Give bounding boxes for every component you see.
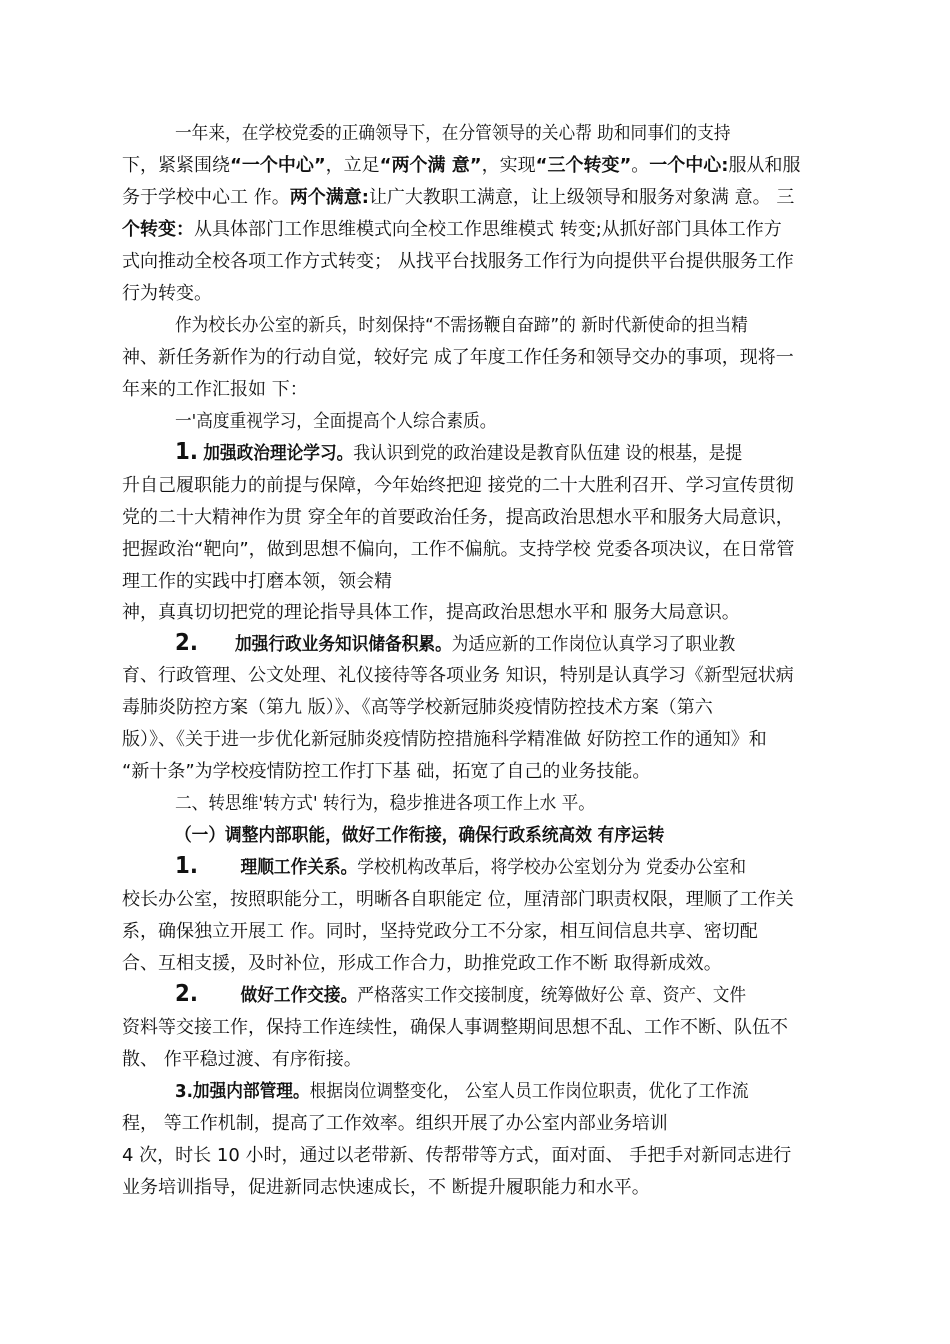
- bold-text: 加强行政业务知识储备积累。: [234, 634, 452, 655]
- text: 一年来，在学校党委的正确领导下，在分管领导的关心帮 助和同事们的支持: [175, 123, 731, 144]
- bold-text: 理顺工作关系。: [240, 857, 358, 878]
- item-number: 2.: [175, 630, 198, 656]
- text-line: [122, 728, 842, 752]
- text-line: [175, 1080, 842, 1104]
- text-line: [122, 474, 842, 498]
- text: 为适应新的工作岗位认真学习了职业教: [451, 634, 736, 655]
- text-line: [122, 601, 842, 625]
- text: ，立足: [325, 155, 380, 176]
- text-line: [122, 538, 842, 562]
- text: 根据岗位调整变化， 公室人员工作岗位职责，优化了工作流: [309, 1081, 749, 1102]
- text-line: [122, 506, 842, 530]
- text: 合、互相支援，及时补位，形成工作合力，助推党政工作不断 取得新成效。: [122, 953, 722, 974]
- text: 版）》、《关于进一步优化新冠肺炎疫情防控措施科学精准做 好防控工作的通知》和: [122, 729, 767, 750]
- text-line: [122, 186, 842, 210]
- subsection-heading: [175, 824, 842, 848]
- text: 毒肺炎防控方案（第九 版）》、《高等学校新冠肺炎疫情防控技术方案（第六: [122, 697, 713, 718]
- bold-text: 个转变：: [122, 219, 194, 240]
- text: 二、转思维'转方式' 转行为，稳步推进各项工作上水 平。: [175, 793, 595, 814]
- text: 我认识到党的政治建设是教育队伍建 设的根基，是提: [353, 443, 743, 464]
- text: 式向推动全校各项工作方式转变； 从找平台找服务工作行为向提供平台提供服务工作: [122, 251, 794, 272]
- bold-text: 一个中心:: [649, 155, 729, 176]
- text: 让广大教职工满意，让上级领导和服务对象满 意。 三: [368, 187, 795, 208]
- text: 学校机构改革后，将学校办公室划分为 党委办公室和: [357, 857, 747, 878]
- text-line: [175, 854, 842, 880]
- text-line: [175, 122, 842, 146]
- item-number: 2.: [175, 981, 198, 1007]
- section-heading: [175, 410, 842, 434]
- text: 下，紧紧围绕: [122, 155, 230, 176]
- text: 育、行政管理、公文处理、礼仪接待等各项业务 知识，特别是认真学习《新型冠状病: [122, 665, 794, 686]
- text: “新十条”为学校疫情防控工作打下基 础，拓宽了自己的业务技能。: [122, 761, 651, 782]
- text-line: [122, 378, 842, 402]
- text-line: [122, 1048, 842, 1072]
- text-line: [175, 631, 842, 657]
- item-number: 1.: [175, 853, 198, 879]
- text: 神、新任务新作为的行动自觉，较好完 成了年度工作任务和领导交办的事项，现将一: [122, 347, 794, 368]
- text: 务于学校中心工 作。: [122, 187, 290, 208]
- bold-text: 加强政治理论学习。: [203, 443, 354, 464]
- text: 散、 作平稳过渡、有序衔接。: [122, 1049, 362, 1070]
- text-line: [175, 982, 842, 1008]
- text-line: [122, 346, 842, 370]
- bold-text: 做好工作交接。: [240, 985, 358, 1006]
- text: 。: [631, 155, 650, 176]
- text: 校长办公室，按照职能分工，明晰各自职能定 位，厘清部门职责权限，理顺了工作关: [122, 889, 794, 910]
- text-line: [122, 250, 842, 274]
- text: 党的二十大精神作为贯 穿全年的首要政治任务，提高政治思想水平和服务大局意识，: [122, 507, 794, 528]
- text: 把握政治“靶向”，做到思想不偏向，工作不偏航。支持学校 党委各项决议，在日常管: [122, 539, 795, 560]
- text-line: [122, 1144, 842, 1168]
- item-number: 1.: [175, 439, 198, 465]
- text: 升自己履职能力的前提与保障，今年始终把迎 接党的二十大胜利召开、学习宣传贯彻: [122, 475, 794, 496]
- text: 作为校长办公室的新兵，时刻保持“不需扬鞭自奋蹄”的 新时代新使命的担当精: [175, 315, 748, 336]
- text: 一'高度重视学习，全面提高个人综合素质。: [175, 411, 497, 432]
- text-line: [122, 1176, 842, 1200]
- text: 理工作的实践中打磨本领，领会精: [122, 571, 392, 592]
- text: 程， 等工作机制，提高了工作效率。组织开展了办公室内部业务培训: [122, 1113, 668, 1134]
- text-line: [122, 1112, 842, 1136]
- bold-text: “三个转变”: [535, 155, 632, 176]
- bold-text: “两个满 意”: [379, 155, 482, 176]
- text-line: [122, 218, 842, 242]
- text: 严格落实工作交接制度，统筹做好公 章、资产、文件: [357, 985, 747, 1006]
- text-line: [122, 1016, 842, 1040]
- text-line: [122, 952, 842, 976]
- text: ，实现: [481, 155, 536, 176]
- text-line: [122, 760, 842, 784]
- text: 服从和服: [728, 155, 801, 176]
- text-line: [175, 440, 842, 466]
- text: 系，确保独立开展工 作。同时，坚持党政分工不分家，相互间信息共享、密切配: [122, 921, 758, 942]
- text-line: [122, 570, 842, 594]
- text: 神，真真切切把党的理论指导具体工作，提高政治思想水平和 服务大局意识。: [122, 602, 740, 623]
- text: 资料等交接工作，保持工作连续性，确保人事调整期间思想不乱、工作不断、队伍不: [122, 1017, 788, 1038]
- text: 年来的工作汇报如 下：: [122, 379, 308, 400]
- text-line: [122, 696, 842, 720]
- bold-text: 3.加强内部管理。: [175, 1081, 310, 1102]
- text-line: [122, 888, 842, 912]
- bold-text: “一个中心”: [230, 155, 326, 176]
- text-line: [122, 664, 842, 688]
- bold-text: 两个满意:: [289, 187, 369, 208]
- text: 行为转变。: [122, 283, 212, 304]
- text: 从具体部门工作思维模式向全校工作思维模式 转变;从抓好部门具体工作方: [194, 219, 782, 240]
- text-line: [175, 314, 842, 338]
- text: 业务培训指导，促进新同志快速成长，不 断提升履职能力和水平。: [122, 1177, 650, 1198]
- text-line: [122, 282, 842, 306]
- section-heading: [175, 792, 842, 816]
- bold-text: （一）调整内部职能，做好工作衔接，确保行政系统高效 有序运转: [175, 825, 665, 846]
- text-line: [122, 920, 842, 944]
- text: 4 次，时长 10 小时，通过以老带新、传帮带等方式，面对面、 手把手对新同志进行: [122, 1145, 792, 1166]
- text-line: [122, 154, 842, 178]
